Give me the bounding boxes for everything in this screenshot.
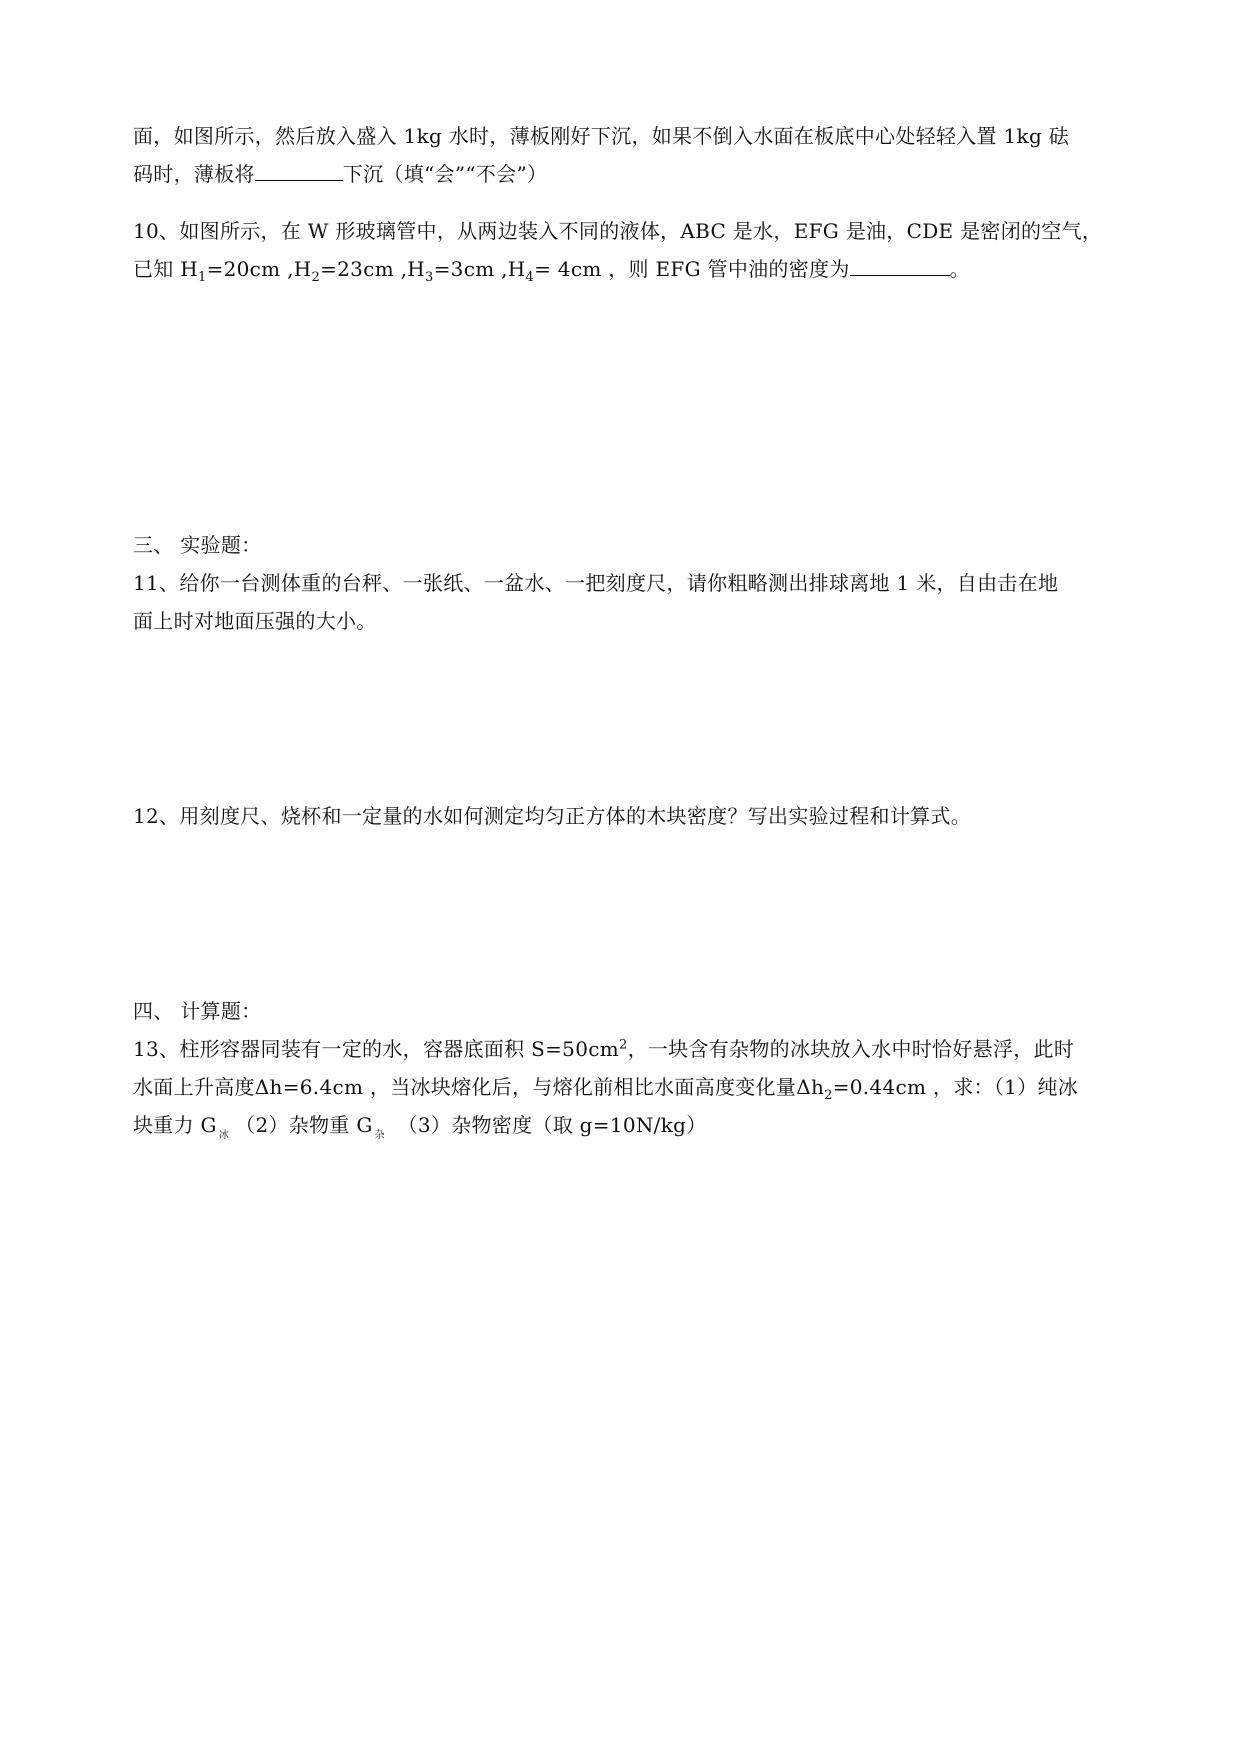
q10-line-1: [133, 218, 1102, 244]
q9-text-2a: 码时，薄板将: [133, 162, 255, 186]
q11-line-2: [133, 608, 377, 634]
section-3-heading: [133, 532, 261, 558]
q13-text-2b: =0.44cm ，求：（1）纯冰: [832, 1075, 1079, 1099]
q9-text-2b: 下沉（填“会”“不会”）: [342, 162, 548, 186]
section-4-heading: [133, 998, 261, 1024]
section-4-title: 四、 计算题：: [133, 999, 262, 1023]
q10-answer-blank[interactable]: [850, 257, 950, 276]
q13-text-1b: ，一块含有杂物的冰块放入水中时恰好悬浮，此时: [627, 1037, 1075, 1061]
q10-text-1: 10、如图所示，在 W 形玻璃管中，从两边装入不同的液体，ABC 是水，EFG 是油，CDE 是密闭的空气，: [133, 219, 1103, 243]
q11-text-1: 11、给你一台测体重的台秤、一张纸、一盆水、一把刻度尺，请你粗略测出排球离地 1 米，自由击在地: [133, 571, 1059, 595]
q13-text-3c: （3）杂物密度（取 g=10N/kg）: [390, 1113, 707, 1137]
q10-h2: =23cm ,H: [320, 257, 426, 281]
q10-sub-2: 2: [311, 270, 321, 285]
q13-sub-impurity: 杂: [374, 1130, 385, 1141]
q12-line-1: [133, 803, 971, 829]
q13-line-3: [133, 1112, 707, 1143]
q12-text-1: 12、用刻度尺、烧杯和一定量的水如何测定均匀正方体的木块密度？写出实验过程和计算式。: [133, 804, 972, 828]
q10-h3: =3cm ,H: [433, 257, 526, 281]
q9-line-1: [133, 123, 1069, 149]
q11-line-1: [133, 570, 1058, 596]
q13-text-2a: 水面上升高度Δh=6.4cm ，当冰块熔化后，与熔化前相比水面高度变化量Δh: [133, 1075, 825, 1099]
q10-h1: =20cm ,H: [206, 257, 312, 281]
q10-sub-1: 1: [198, 270, 207, 285]
q10-given-prefix: 已知 H: [133, 257, 198, 281]
q11-text-2: 面上时对地面压强的大小。: [133, 609, 377, 633]
q13-line-2: [133, 1074, 1079, 1103]
q9-line-2: [133, 161, 547, 187]
q10-line-2: [133, 256, 970, 285]
q10-period: 。: [949, 257, 970, 281]
section-3-title: 三、 实验题：: [133, 533, 262, 557]
q10-sub-4: 4: [525, 270, 535, 285]
q13-text-3a: 块重力 G: [133, 1113, 217, 1137]
q10-sub-3: 3: [425, 270, 434, 285]
q13-line-1: [133, 1036, 1074, 1062]
q13-text-3b: （2）杂物重 G: [235, 1113, 373, 1137]
q10-h4: = 4cm ，则 EFG 管中油的密度为: [534, 257, 850, 281]
q9-text-1: 面，如图所示，然后放入盛入 1kg 水时，薄板刚好下沉，如果不倒入水面在板底中心处轻轻入置 1kg 砝: [133, 124, 1070, 148]
q13-text-1a: 13、柱形容器同装有一定的水，容器底面积 S=50cm: [133, 1037, 619, 1061]
q9-answer-blank[interactable]: [255, 162, 343, 181]
q13-sub-ice: 冰: [218, 1130, 230, 1141]
q13-sup-2: 2: [618, 1037, 628, 1053]
q13-sub-2: 2: [824, 1088, 833, 1103]
